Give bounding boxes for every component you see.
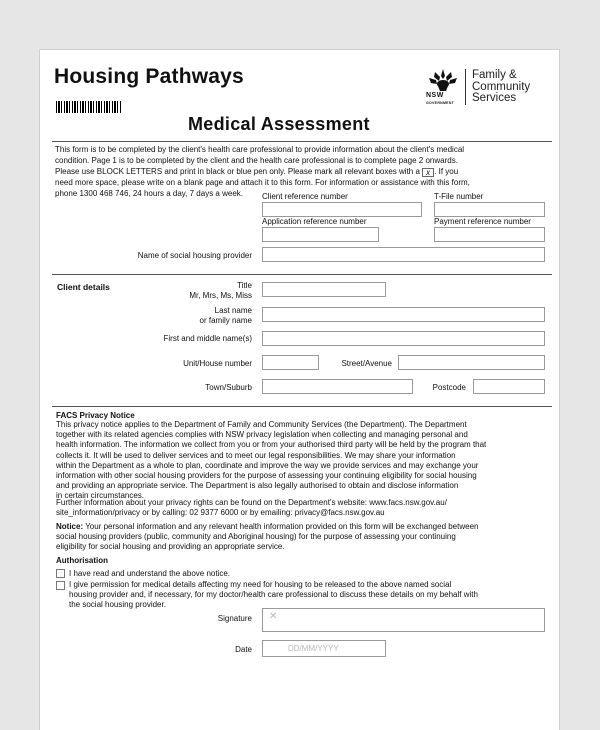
date-input[interactable] — [262, 640, 386, 657]
logo-divider — [465, 69, 466, 105]
street-input[interactable] — [398, 355, 545, 370]
read-notice-label: I have read and understand the above notice. — [69, 569, 231, 578]
example-checkbox: x — [422, 168, 434, 177]
permission-checkbox[interactable] — [56, 581, 65, 590]
client-reference-input[interactable] — [262, 202, 422, 217]
tfile-input[interactable] — [434, 202, 545, 217]
authorisation-heading: Authorisation — [56, 556, 108, 565]
application-reference-label: Application reference number — [262, 217, 367, 226]
client-details-heading: Client details — [57, 282, 110, 292]
town-input[interactable] — [262, 379, 413, 394]
logo-government: GOVERNMENT — [426, 101, 455, 105]
form-title: Housing Pathways — [54, 65, 244, 88]
title-input[interactable] — [262, 282, 386, 297]
date-label: Date — [235, 645, 252, 654]
intro-text: This form is to be completed by the client's health care professional to provide information about the client's medical condition. Page 1 is to be completed by the client and the health care professional is to complete page 2 onwards. Please use BLOCK LETTERS and print in black or blue pen only. Please mark all relevant boxes with a x . If you need more space, please write on a blank page and attach it to this form. For information or assistance with this form, phone 1300 468 746, 24 hours a day, 7 days a week. — [55, 145, 470, 198]
payment-reference-label: Payment reference number — [434, 217, 531, 226]
form-page — [39, 49, 560, 730]
barcode — [56, 101, 122, 113]
privacy-text: This privacy notice applies to the Department of Family and Community Services (the Department). The Department together with its related agencies complies with NSW privacy legislation when collecting and managing personal and health information. The information we collect from you or from your authorised third party will be held by the program that collects it. It will be used to deliver services and to meet our legal responsibilities. We may share your information within the Department as a whole to plan, coordinate and improve the way we provide services and may exchange your information with other social housing providers for the purpose of assessing your continuing eligibility for social housing and providing an appropriate service. The Department is also legally authorised to obtain and disclose information in certain circumstances. — [56, 420, 487, 501]
tfile-label: T-File number — [434, 192, 484, 201]
postcode-input[interactable] — [473, 379, 545, 394]
last-name-input[interactable] — [262, 307, 545, 322]
logo-text: Family & Community Services — [472, 69, 531, 104]
first-names-input[interactable] — [262, 331, 545, 346]
payment-reference-input[interactable] — [434, 227, 545, 242]
provider-input[interactable] — [262, 247, 545, 262]
section-divider-1 — [52, 274, 552, 275]
read-notice-checkbox[interactable] — [56, 569, 65, 578]
provider-label: Name of social housing provider — [137, 251, 252, 260]
postcode-label: Postcode — [432, 383, 466, 392]
client-reference-label: Client reference number — [262, 192, 348, 201]
signature-input[interactable] — [262, 608, 545, 632]
title-label: Title Mr, Mrs, Ms, Miss — [189, 281, 252, 300]
privacy-further-info: Further information about your privacy rights can be found on the Department's website: www.facs.nsw.gov.au/ site_information/privacy or by calling: 02 9377 6000 or by emailing: privacy@facs.nsw.gov.au — [56, 498, 447, 518]
privacy-heading: FACS Privacy Notice — [56, 411, 135, 420]
date-placeholder: DD/MM/YYYY — [288, 644, 339, 653]
privacy-notice: Notice: Your personal information and any relevant health information provided on this form will be exchanged between social housing providers (public, community and Aboriginal housing) for the purpose of assessing your continuing eligibility for social housing and providing an appropriate service. — [56, 522, 479, 552]
street-label: Street/Avenue — [341, 359, 392, 368]
last-name-label: Last name or family name — [199, 306, 252, 325]
signature-x-icon: ✕ — [269, 611, 278, 622]
logo-nsw: NSW — [426, 92, 444, 99]
section-divider-2 — [52, 406, 552, 407]
signature-label: Signature — [217, 614, 252, 623]
application-reference-input[interactable] — [262, 227, 379, 242]
town-label: Town/Suburb — [205, 383, 252, 392]
unit-number-label: Unit/House number — [183, 359, 252, 368]
first-names-label: First and middle name(s) — [163, 334, 252, 343]
unit-number-input[interactable] — [262, 355, 319, 370]
form-subtitle: Medical Assessment — [188, 114, 370, 134]
header-divider — [52, 141, 552, 142]
permission-label: I give permission for medical details affecting my need for housing to be released to the above named social housing provider and, if necessary, for my doctor/health care professional to discuss these details on my behalf with the social housing provider. — [69, 580, 478, 610]
